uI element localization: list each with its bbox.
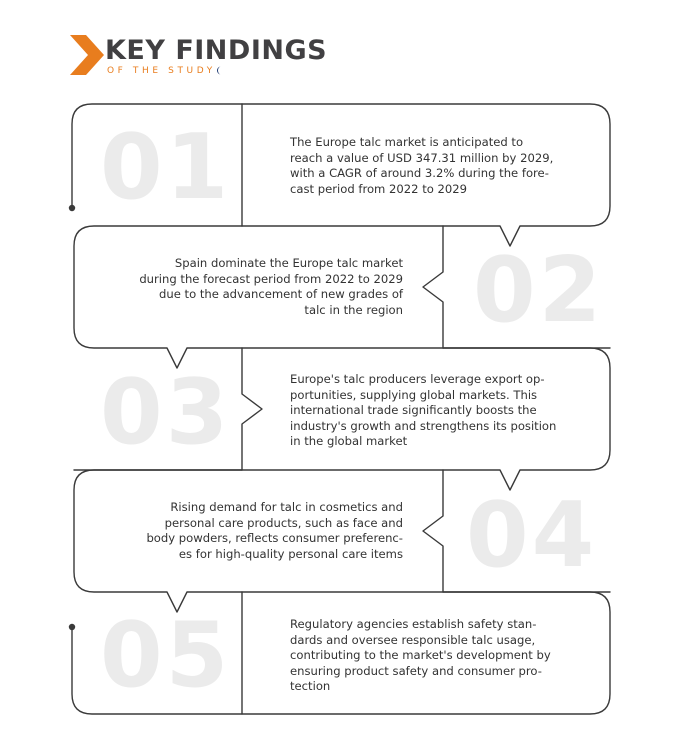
- finding-1-number: 01: [100, 115, 232, 220]
- finding-3-text: Europe's talc producers leverage export op- portunities, supplying global markets. This international trade significantly boosts the industry's growth and strengthens its position in the global market: [290, 372, 557, 448]
- finding-4-number: 04: [466, 483, 598, 588]
- finding-4-divider: [423, 470, 443, 592]
- page-title: KEY FINDINGS: [105, 35, 328, 66]
- finding-1-text: The Europe talc market is anticipated to reach a value of USD 347.31 million by 2029, with a CAGR of around 3.2% during the fore- cast period from 2022 to 2029: [290, 135, 554, 196]
- finding-4-text: Rising demand for talc in cosmetics and personal care products, such as face and body powders, reflects consumer preferenc- es for high-quality personal care items: [146, 500, 403, 561]
- finding-2-text: Spain dominate the Europe talc market during the forecast period from 2022 to 2029 due to the advancement of new grades of talc in the region: [139, 256, 403, 317]
- finding-2-divider: [423, 226, 443, 348]
- finding-1-dot: [69, 205, 75, 211]
- finding-3-divider: [242, 348, 262, 470]
- finding-2-number: 02: [473, 238, 605, 343]
- finding-5-dot: [69, 624, 75, 630]
- page-subtitle: OF THE STUDY: [107, 66, 216, 76]
- finding-5-number: 05: [100, 603, 232, 708]
- finding-5-text: Regulatory agencies establish safety stan- dards and oversee responsible talc usage, contributing to the market's development by ensuring product safety and consumer pro- tection: [290, 617, 551, 693]
- finding-3-number: 03: [100, 360, 232, 465]
